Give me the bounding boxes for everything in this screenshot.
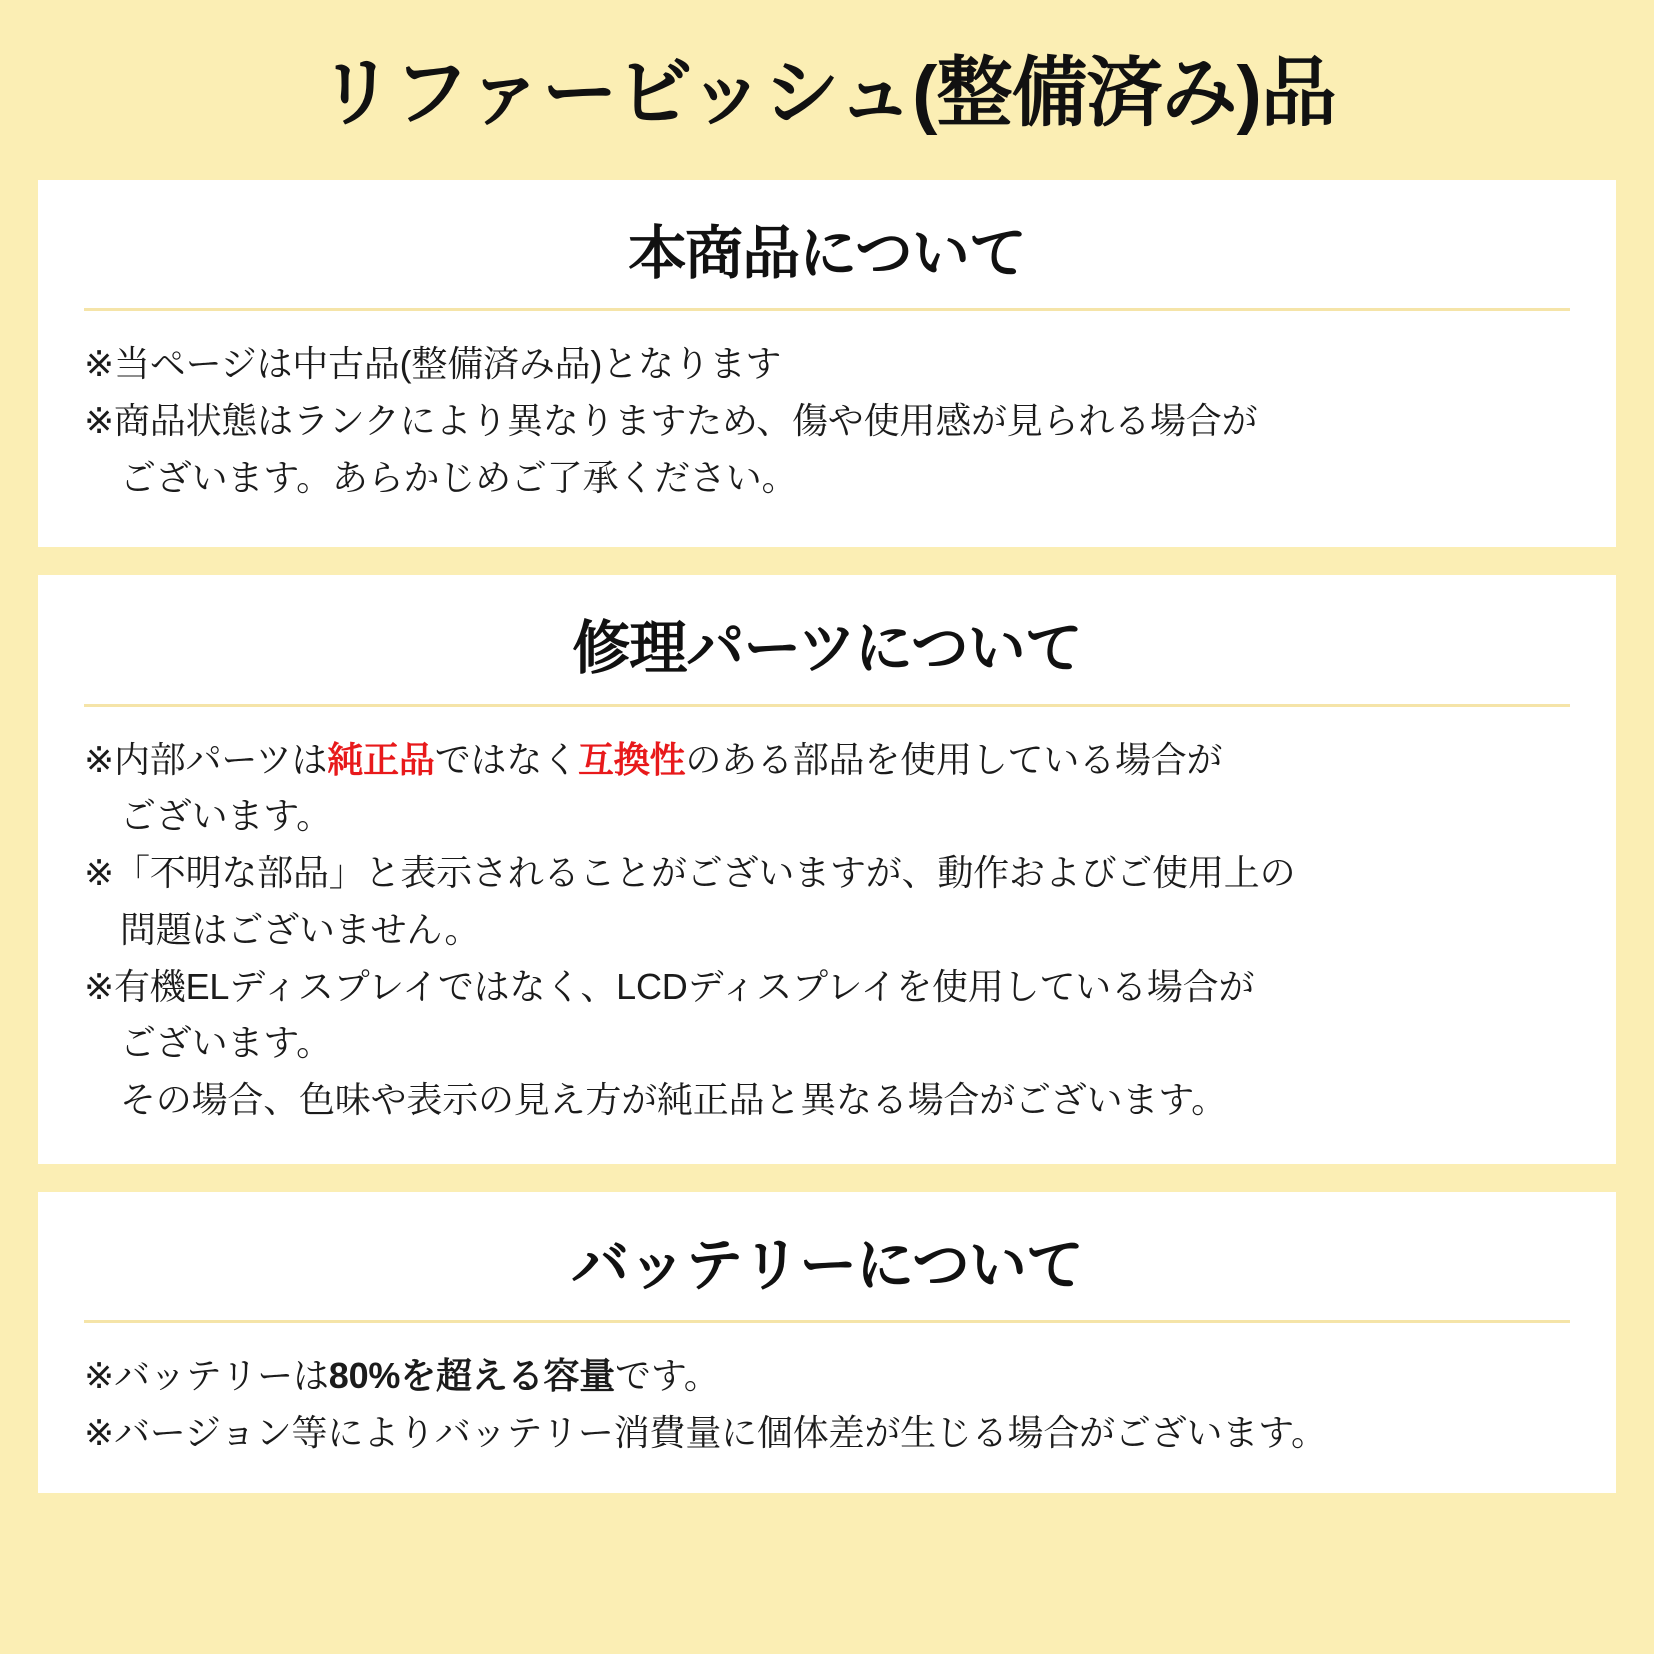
section-battery: [38, 1192, 1616, 1493]
note-text: ※当ページは中古品(整備済み品)となります: [84, 343, 782, 385]
note-text: ※商品状態はランクにより異なりますため、傷や使用感が見られる場合が: [84, 399, 1258, 441]
note-text-with-highlight: ※内部パーツは純正品ではなく互換性のある部品を使用している場合が: [84, 738, 1223, 780]
about-product-list: [84, 337, 1570, 505]
list-item: [84, 1349, 1570, 1404]
page-title: リファービッシュ(整備済み)品: [318, 51, 1336, 136]
note-text-continued: 問題はございません。: [120, 908, 481, 950]
section-divider: [84, 704, 1570, 707]
list-item: [84, 733, 1570, 788]
section-about-product: [38, 180, 1616, 548]
note-text: ※「不明な部品」と表示されることがございますが、動作およびご使用上の: [84, 852, 1296, 894]
list-item: [84, 1073, 1570, 1128]
list-item: [84, 337, 1570, 392]
list-item: [84, 789, 1570, 844]
note-text-continued: ございます。あらかじめご了承ください。: [120, 456, 798, 498]
list-item: [84, 1016, 1570, 1071]
section-divider: [84, 308, 1570, 311]
list-item: [84, 960, 1570, 1015]
list-item: [84, 1406, 1570, 1461]
note-text: ※有機ELディスプレイではなく、LCDディスプレイを使用している場合が: [84, 965, 1255, 1007]
section-heading-battery: バッテリーについて: [571, 1232, 1083, 1298]
section-heading-repair-parts: 修理パーツについて: [572, 616, 1082, 682]
note-text-continued: その場合、色味や表示の見え方が純正品と異なる場合がございます。: [120, 1079, 1227, 1121]
note-text-continued: ございます。: [120, 795, 332, 837]
repair-parts-list: [84, 733, 1570, 1128]
section-repair-parts: [38, 575, 1616, 1164]
list-item: [84, 846, 1570, 901]
section-heading-about-product: 本商品について: [628, 220, 1026, 286]
section-divider: [84, 1320, 1570, 1323]
battery-list: [84, 1349, 1570, 1460]
note-text-with-bold: ※バッテリーは80%を超える容量です。: [84, 1355, 720, 1397]
list-item: [84, 394, 1570, 449]
list-item: [84, 451, 1570, 506]
list-item: [84, 903, 1570, 958]
note-text: ※バージョン等によりバッテリー消費量に個体差が生じる場合がございます。: [84, 1412, 1327, 1453]
note-text-continued: ございます。: [120, 1022, 332, 1064]
